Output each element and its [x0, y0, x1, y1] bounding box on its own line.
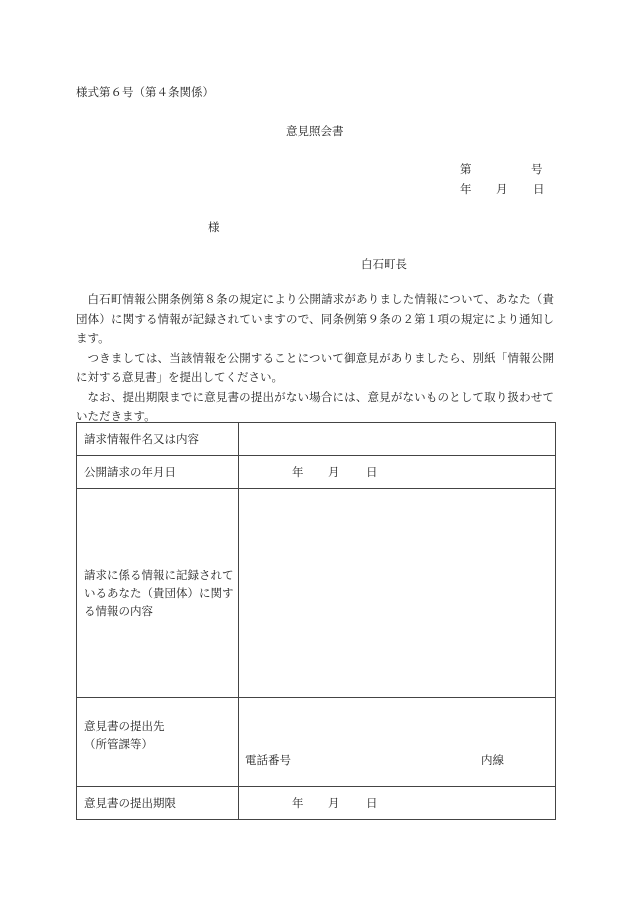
deadline-field[interactable] [239, 787, 556, 820]
request-date-label: 公開請求の年月日 [77, 456, 239, 489]
deadline-day: 日 [366, 796, 378, 810]
info-content-label: 請求に係る情報に記録されているあなた（貴団体）に関する情報の内容 [77, 489, 239, 698]
date-year: 年 [460, 182, 472, 196]
inquiry-table [76, 422, 556, 820]
submission-dest-label [77, 698, 239, 787]
phone-label: 電話番号 [245, 752, 291, 767]
date-day: 日 [533, 182, 545, 196]
document-title: 意見照会書 [286, 124, 344, 138]
paragraph-3: なお、提出期限までに意見書の提出がない場合には、意見がないものとして取り扱わせていただきます。 [76, 389, 554, 423]
sender-name: 白石町長 [361, 257, 407, 271]
form-number: 様式第６号（第４条関係） [76, 85, 214, 99]
table-row [77, 787, 556, 820]
request-year: 年 [292, 465, 304, 479]
deadline-year: 年 [292, 796, 304, 810]
request-day: 日 [366, 465, 378, 479]
table-row [77, 456, 556, 489]
submission-dest-line2: （所管課等） [84, 737, 153, 751]
deadline-month: 月 [328, 796, 340, 810]
table-row [77, 489, 556, 698]
doc-number-suffix: 号 [531, 162, 543, 176]
table-row [77, 698, 556, 787]
request-subject-field[interactable] [239, 423, 556, 456]
body-text [76, 290, 554, 427]
request-subject-label: 請求情報件名又は内容 [77, 423, 239, 456]
request-month: 月 [328, 465, 340, 479]
request-date-field[interactable] [239, 456, 556, 489]
deadline-label: 意見書の提出期限 [77, 787, 239, 820]
addressee-suffix: 様 [208, 220, 220, 234]
submission-dest-field[interactable] [239, 698, 556, 787]
doc-number-prefix: 第 [460, 162, 472, 176]
info-content-field[interactable] [239, 489, 556, 698]
extension-label: 内線 [481, 752, 504, 767]
paragraph-1: 白石町情報公開条例第８条の規定により公開請求がありました情報について、あなた（貴団体）に関する情報が記録されていますので、同条例第９条の２第１項の規定により通知します。 [76, 292, 554, 345]
paragraph-2: つきましては、当該情報を公開することについて御意見がありましたら、別紙「情報公開に対する意見書」を提出してください。 [76, 350, 554, 384]
table-row [77, 423, 556, 456]
submission-dest-line1: 意見書の提出先 [84, 719, 165, 733]
date-month: 月 [496, 182, 508, 196]
